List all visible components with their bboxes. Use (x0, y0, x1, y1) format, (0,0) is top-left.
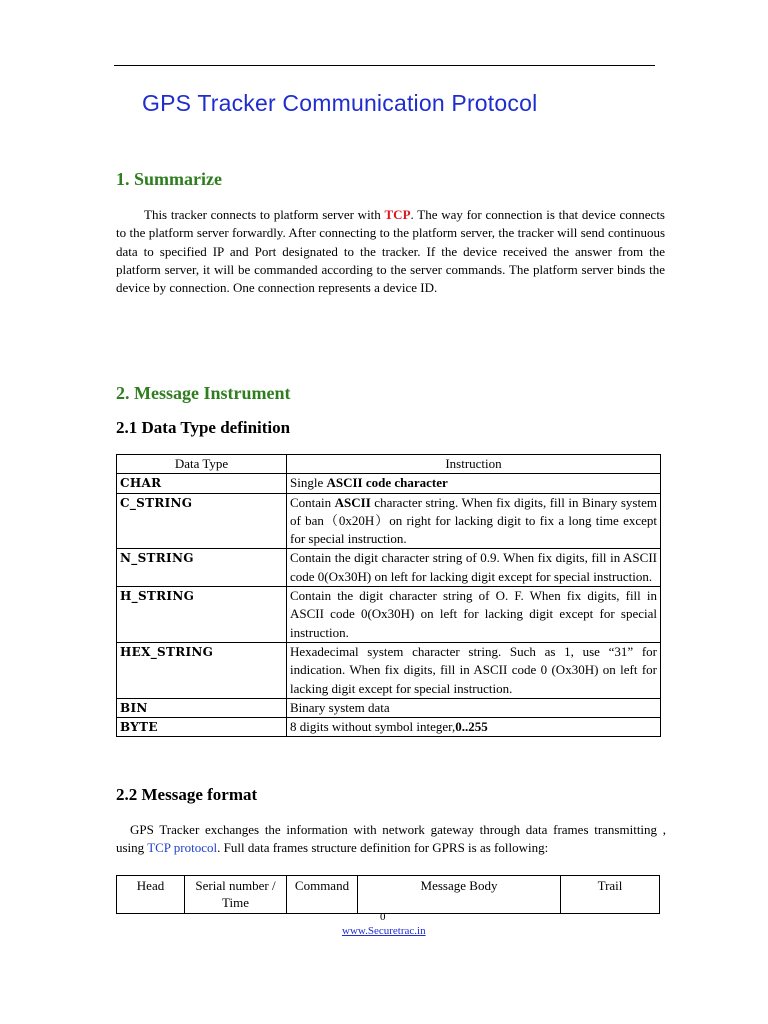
table-row (117, 718, 661, 737)
type-cell: C_STRING (117, 493, 287, 549)
type-cell: BYTE (117, 718, 287, 737)
type-cell: H_STRING (117, 587, 287, 643)
instruction-cell: Binary system data (287, 698, 661, 717)
frame-message-body-cell: Message Body (358, 876, 561, 914)
summary-paragraph (116, 206, 665, 297)
instruction-bold-text: ASCII (334, 494, 371, 510)
page-number: 0 (380, 911, 386, 923)
instruction-cell: Contain the digit character string of O. F. When fix digits, fill in ASCII code 0(Ox30H) on left for lacking digit except for special instruction. (287, 587, 661, 643)
summary-text-start: This tracker connects to platform server with (144, 207, 385, 222)
top-rule (114, 65, 655, 66)
instruction-cell (287, 474, 661, 493)
type-cell: CHAR (117, 474, 287, 493)
type-cell: BIN (117, 698, 287, 717)
data-type-table (116, 454, 661, 737)
type-cell: HEX_STRING (117, 642, 287, 698)
type-cell: N_STRING (117, 549, 287, 587)
instruction-text: 8 digits without symbol integer, (290, 719, 456, 735)
website-link[interactable]: www.Securetrac.in (342, 925, 426, 937)
frame-head-cell: Head (117, 876, 185, 914)
table-header-row (117, 455, 661, 474)
tcp-protocol-link[interactable]: TCP protocol (147, 840, 218, 856)
table-row (117, 642, 661, 698)
instruction-cell (287, 718, 661, 737)
frame-header-row (117, 876, 660, 914)
section-1-heading: 1. Summarize (116, 169, 222, 189)
message-format-text-start: GPS Tracker exchanges the information with network gateway through data frames transmitting , using (116, 822, 666, 856)
document-title: GPS Tracker Communication Protocol (142, 90, 538, 116)
section-2-heading: 2. Message Instrument (116, 383, 291, 403)
table-row (117, 493, 661, 549)
frame-structure-table (116, 875, 660, 914)
frame-command-cell: Command (287, 876, 358, 914)
table-row (117, 698, 661, 717)
instruction-text: Contain (290, 494, 335, 510)
summary-text-end: . The way for connection is that device connects to the platform server forwardly. After connecting to the platform server, the tracker will send continuous data to specified IP and Port designated to the tracker. If the device received the answer from the platform server, it will be commanded according to the server commands. The platform server binds the device by connection. One connection represents a device ID. (116, 207, 665, 296)
instruction-bold-text: ASCII code character (326, 475, 448, 491)
instruction-cell: Hexadecimal system character string. Such as 1, use “31” for indication. When fix digits, fill in ASCII code 0 (Ox30H) on left for lacking digit except for special instruction. (287, 642, 661, 698)
header-instruction: Instruction (287, 455, 661, 474)
tcp-highlight: TCP (384, 207, 411, 222)
instruction-cell (287, 493, 661, 549)
message-format-text-end: . Full data frames structure definition for GPRS is as following: (217, 840, 549, 856)
table-row (117, 587, 661, 643)
table-row (117, 474, 661, 493)
instruction-bold-text: 0..255 (455, 719, 488, 735)
instruction-text: Single (290, 475, 327, 491)
instruction-text-end: character string. When fix digits, fill in Binary system of ban（0x20H）on right for lacking digit to fix a long time except for special instruction. (290, 494, 657, 547)
subsection-data-type-heading: 2.1 Data Type definition (116, 418, 291, 437)
subsection-message-format-heading: 2.2 Message format (116, 785, 258, 804)
message-format-paragraph (116, 821, 666, 858)
header-data-type: Data Type (117, 455, 287, 474)
frame-serial-cell: Serial number / Time (185, 876, 287, 914)
table-row (117, 549, 661, 587)
frame-trail-cell: Trail (561, 876, 660, 914)
instruction-cell: Contain the digit character string of 0.9. When fix digits, fill in ASCII code 0(Ox30H) on left for lacking digit except for special instruction. (287, 549, 661, 587)
